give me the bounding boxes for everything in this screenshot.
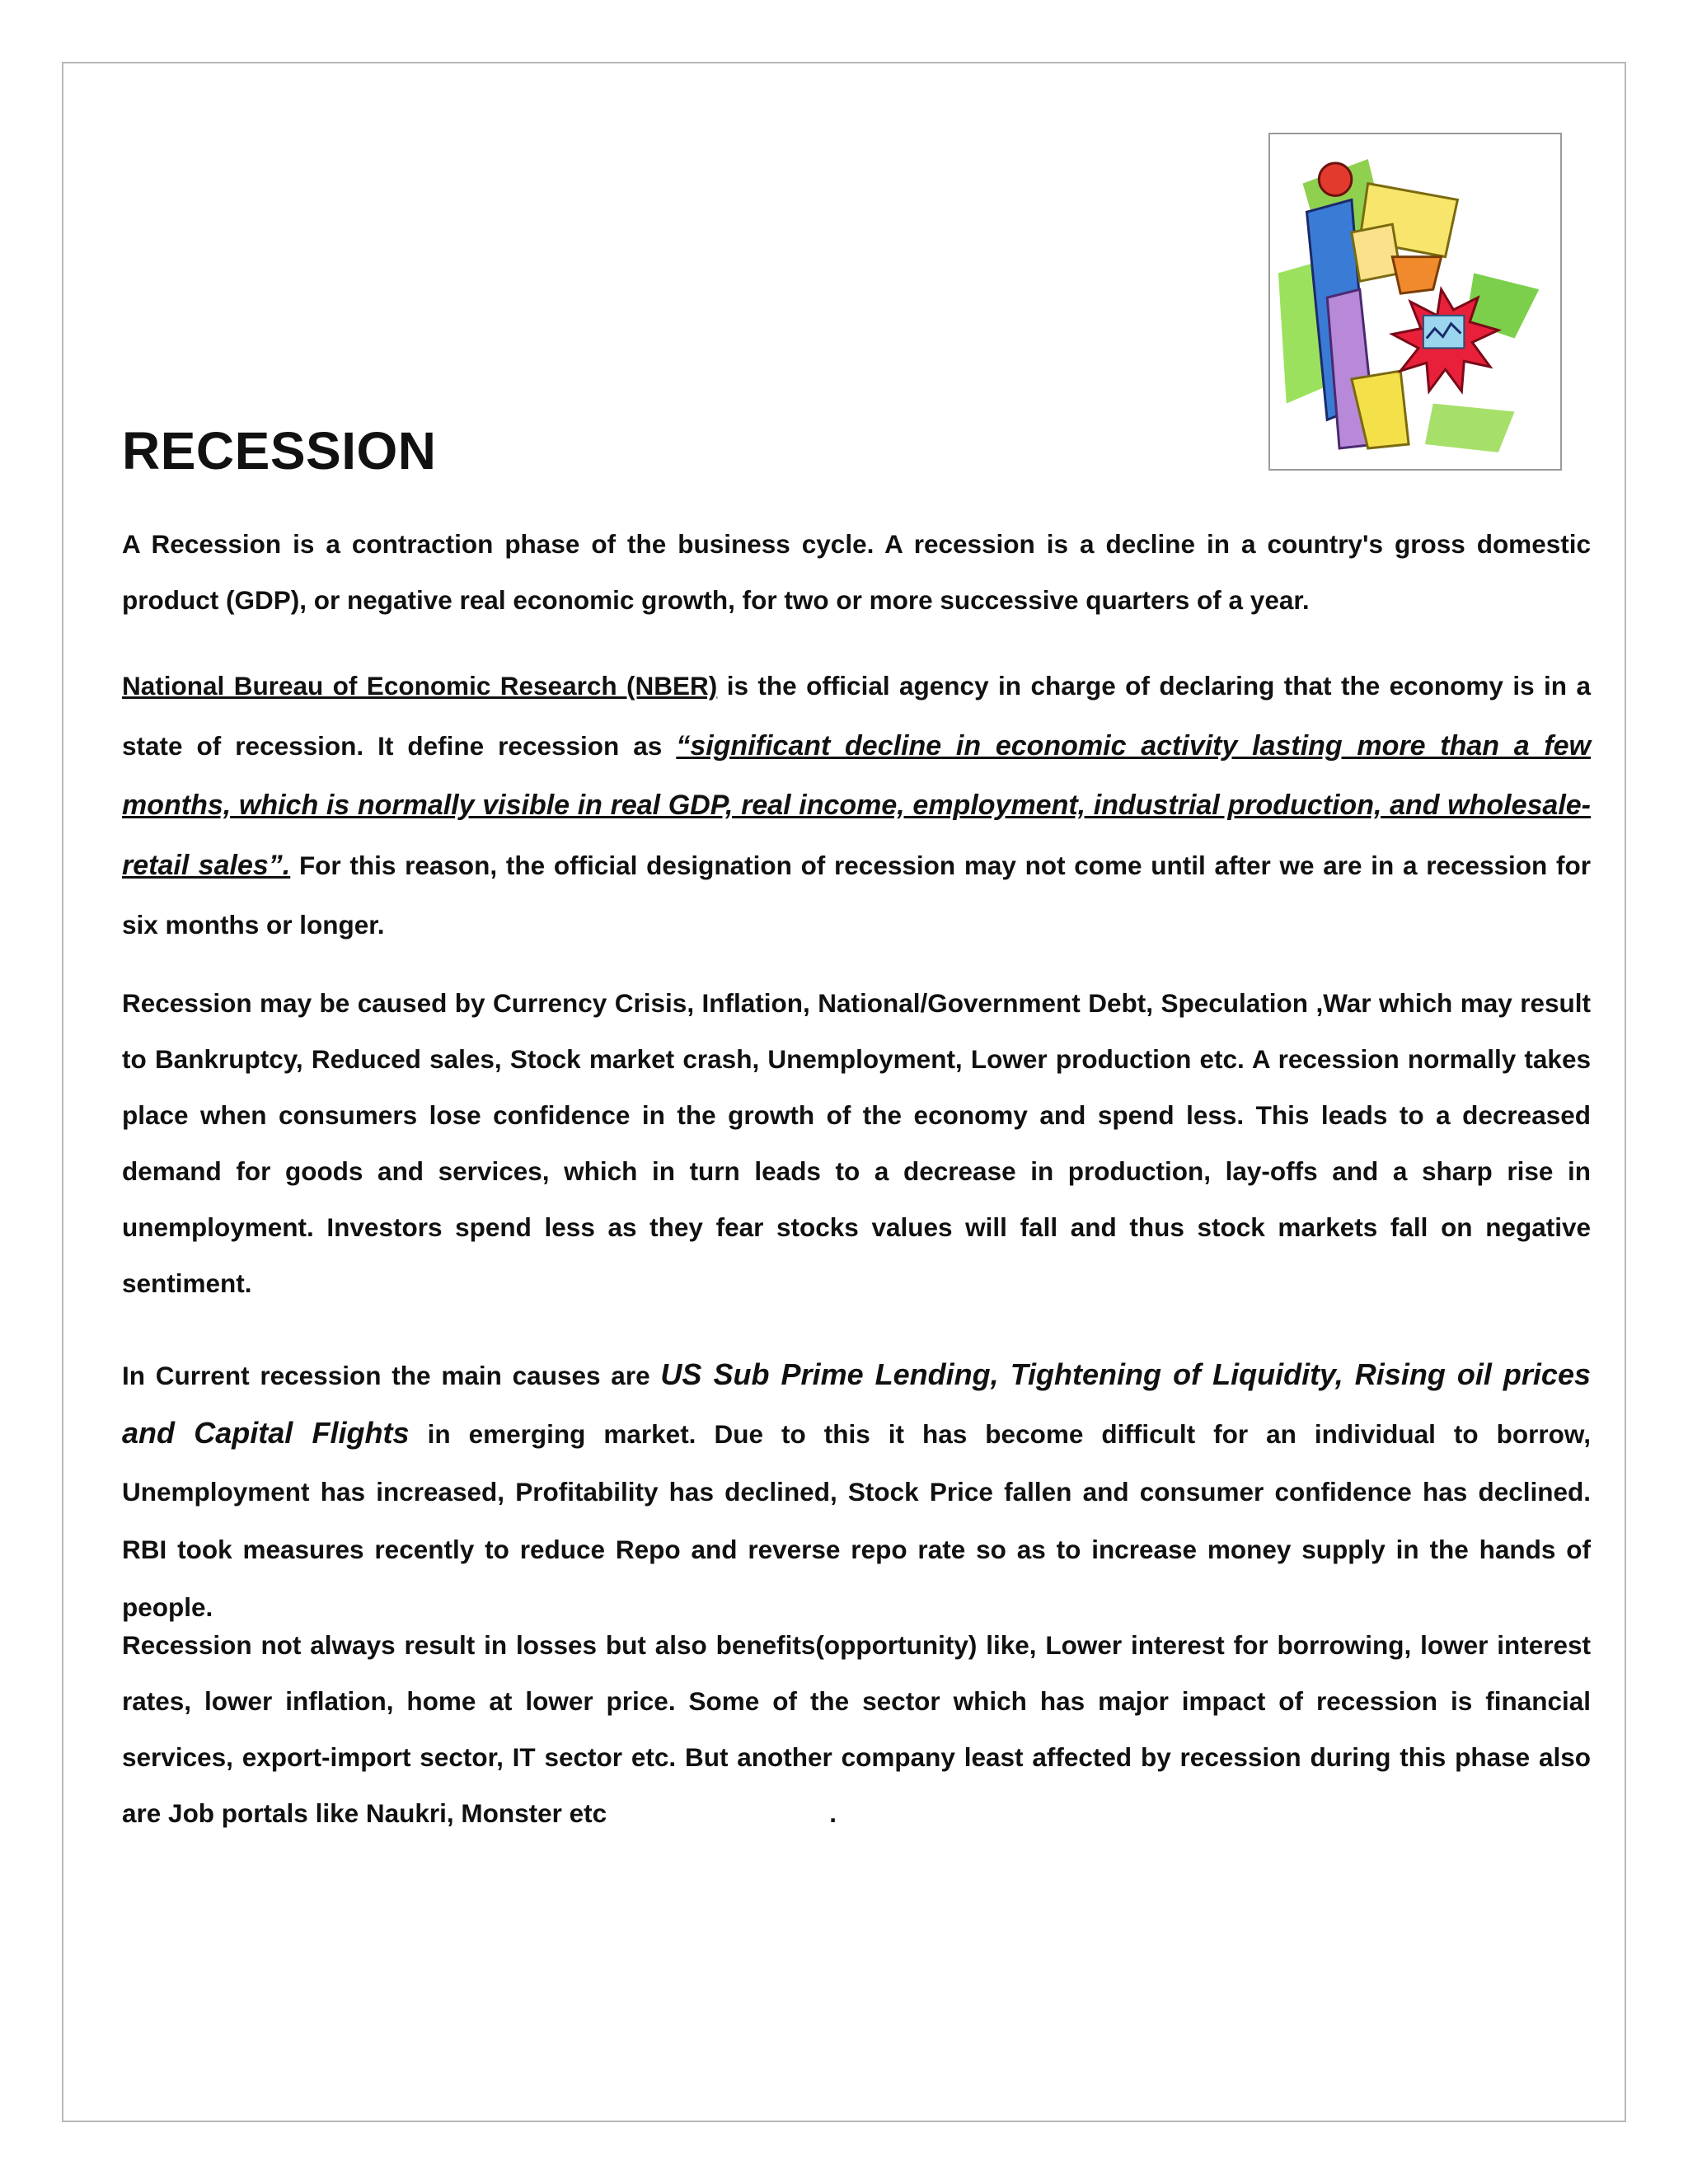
paragraph-definition: A Recession is a contraction phase of the business cycle. A recession is a decline in a country's gross domestic product (GDP), or negative real economic growth, for two or more successive quarters of a year. xyxy=(122,529,1591,615)
benefits-text: Recession not always result in losses but also benefits(opportunity) like, Lower interest for borrowing, lower interest rates, lower inflation, home at lower price. Some of the sector which has major impact of recession is financial services, export-import sector, IT sector etc. But another company least affected by recession during this phase also are Job portals like Naukri, Monster etc xyxy=(122,1630,1591,1828)
paragraph-causes: Recession may be caused by Currency Crisis, Inflation, National/Government Debt, Speculation ,War which may result to Bankruptcy, Reduced sales, Stock market crash, Unemployment, Lower production etc. A recession normally takes place when consumers lose confidence in the growth of the economy and spend less. This leads to a decreased demand for goods and services, which in turn leads to a decrease in production, lay-offs and a sharp rise in unemployment. Investors spend less as they fear stocks values will fall and thus stock markets fall on negative sentiment. xyxy=(122,988,1591,1298)
current-recession-causes: US Sub Prime Lending, Tightening of Liquidity, Rising oil prices and Capital Flights xyxy=(122,1357,1591,1450)
document-title: RECESSION xyxy=(122,421,437,480)
current-recession-lead: In Current recession the main causes are xyxy=(122,1361,661,1390)
trailing-dot: . xyxy=(829,1798,837,1828)
current-recession-rest: in emerging market. Due to this it has become difficult for an individual to borrow, Unemployment has increased, Profitability has declined, Stock Price fallen and consumer confidence has declined. RBI took measures recently to reduce Repo and reverse repo rate so as to increase money supply in the hands of people. xyxy=(122,1419,1591,1622)
nber-link[interactable]: National Bureau of Economic Research (NBER) xyxy=(122,671,718,701)
paragraph-benefits xyxy=(122,1617,1591,1841)
nber-quote: “significant decline in economic activity lasting more than a few months, which is normally visible in real GDP, real income, employment, industrial production, and wholesale-retail sales”. xyxy=(122,729,1591,881)
paragraph-current-recession xyxy=(122,1346,1591,1636)
nber-text-after-quote: For this reason, the official designation of recession may not come until after we are in a recession for six months or longer. xyxy=(122,850,1591,940)
business-person-clipart-icon xyxy=(1268,133,1562,471)
nber-text-before-quote: is the official agency in charge of declaring that the economy is in a state of recession. It define recession as xyxy=(122,671,1591,761)
paragraph-nber xyxy=(122,656,1591,955)
